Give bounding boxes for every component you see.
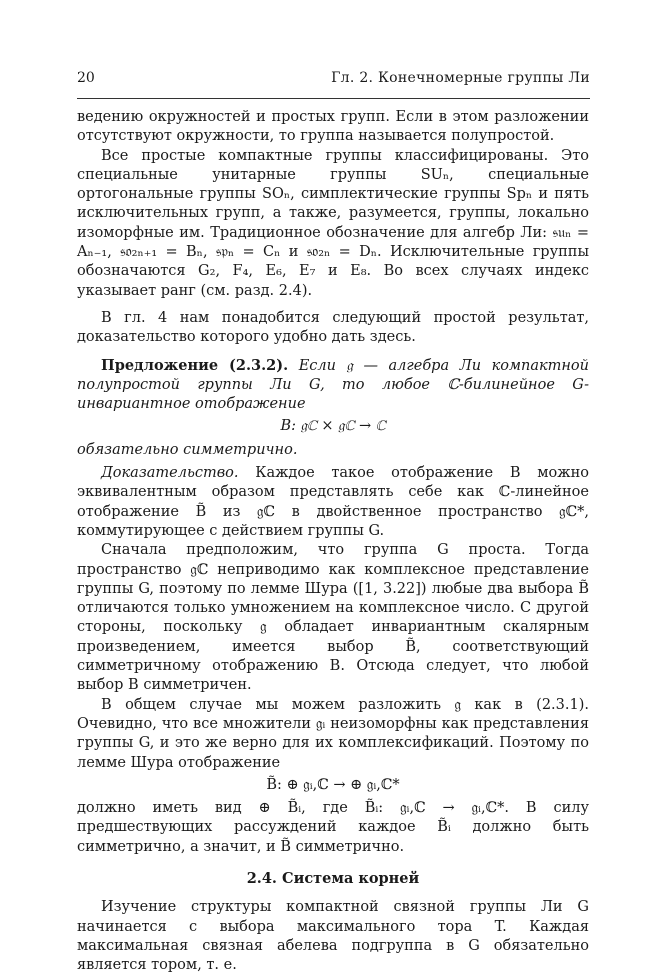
proposition xyxy=(77,356,589,415)
page-number: 20 xyxy=(77,70,95,86)
proof-text: Каждое такое отображение B можно эквивалентным образом представлять себе как ℂ-линейное отображение B̃ из 𝔤ℂ в двойственное пространство 𝔤ℂ*, коммутирующее с действием группы G. xyxy=(77,465,589,539)
paragraph-3: В гл. 4 нам понадобится следующий простой результат, доказательство которого удобно дать здесь. xyxy=(77,309,589,346)
paragraph-1: ведению окружностей и простых групп. Если в этом разложении отсутствуют окружности, то группа называется полупростой. xyxy=(77,109,589,145)
proposition-label: Предложение (2.3.2). xyxy=(101,356,289,374)
paragraph-8: Изучение структуры компактной связной группы Ли G начинается с выбора максимального тора T. Каждая максимальная связная абелева подгруппа в G обязательно является тором, т. е. xyxy=(77,899,589,974)
header-rule xyxy=(77,98,590,99)
paragraph-6: В общем случае мы можем разложить 𝔤 как в (2.3.1). Очевидно, что все множители 𝔤ᵢ неизоморфны как представления группы G, и это же верно для их комплексификаций. Поэтому по лемме Шура отображение xyxy=(77,696,589,771)
paragraph-5: Сначала предположим, что группа G проста. Тогда пространство 𝔤ℂ неприводимо как комплексное представление группы G, поэтому по лемме Шура ([1, 3.22]) любые два выбора B̃ отличаются только умножением на комплексное число. С другой стороны, поскольку 𝔤 обладает инвариантным скалярным произведением, имеется выбор B̃, соответствующий симметричному отображению B. Отсюда следует, что любой выбор B симметричен. xyxy=(77,542,589,694)
paragraph-7: должно иметь вид ⊕ B̃ᵢ, где B̃ᵢ: 𝔤ᵢ,ℂ → 𝔤ᵢ,ℂ*. В силу предшествующих рассуждений каждое B̃ᵢ должно быть симметрично, а значит, и B̃ симметрично. xyxy=(77,800,589,855)
formula-bilinear-map: B: 𝔤ℂ × 𝔤ℂ → ℂ xyxy=(280,418,386,435)
proposition-text: Если 𝔤 — алгебра Ли компактной полупростой группы Ли G, то любое ℂ-билинейное G-инвариантное отображение xyxy=(77,357,590,413)
page-header xyxy=(77,70,590,94)
running-title: Гл. 2. Конечномерные группы Ли xyxy=(331,70,590,86)
proposition-end: обязательно симметрично. xyxy=(77,441,298,458)
formula-direct-sum-map: B̃: ⊕ 𝔤ᵢ,ℂ → ⊕ 𝔤ᵢ,ℂ* xyxy=(266,776,400,793)
page-body xyxy=(77,108,589,975)
proof-label: Доказательство. xyxy=(101,465,239,482)
paragraph-2: Все простые компактные группы классифицированы. Это специальные унитарные группы SUₙ, специальные ортогональные группы SOₙ, симплектические группы Spₙ и пять исключительных групп, а также, разумеется, группы, локально изоморфные им. Традиционное обозначение для алгебр Ли: 𝔰𝔲ₙ = Aₙ₋₁, 𝔰𝔬₂ₙ₊₁ = Bₙ, 𝔰𝔭ₙ = Cₙ и 𝔰𝔬₂ₙ = Dₙ. Исключительные группы обозначаются G₂, F₄, E₆, E₇ и E₈. Во всех случаях индекс указывает ранг (см. разд. 2.4). xyxy=(77,147,589,299)
proof xyxy=(77,464,589,541)
section-title: 2.4. Система корней xyxy=(246,869,420,887)
